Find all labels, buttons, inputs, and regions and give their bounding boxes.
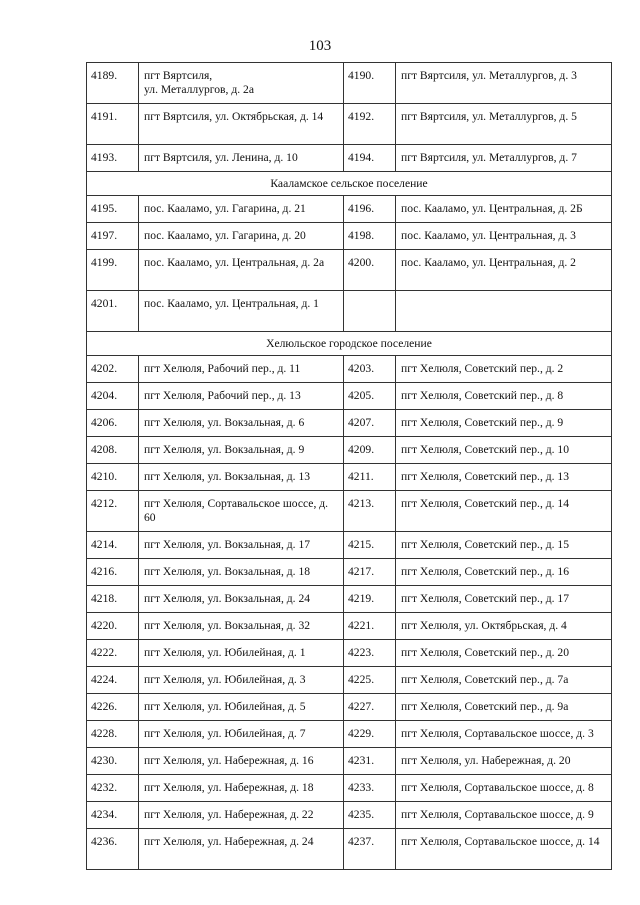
record-number: 4216.: [87, 559, 139, 586]
table-row: [87, 532, 612, 559]
record-number: 4203.: [344, 356, 396, 383]
address-cell: пгт Хелюля, Советский пер., д. 10: [396, 437, 612, 464]
record-number: 4210.: [87, 464, 139, 491]
table-row: [87, 775, 612, 802]
address-cell: пгт Хелюля, Советский пер., д. 17: [396, 586, 612, 613]
record-number: 4199.: [87, 250, 139, 291]
address-cell: пгт Хелюля, ул. Набережная, д. 20: [396, 748, 612, 775]
table-row: [87, 464, 612, 491]
record-number: 4234.: [87, 802, 139, 829]
address-cell: пгт Хелюля, Советский пер., д. 9а: [396, 694, 612, 721]
record-number: 4213.: [344, 491, 396, 532]
address-cell: пгт Хелюля, Советский пер., д. 9: [396, 410, 612, 437]
address-cell: пгт Хелюля, ул. Набережная, д. 22: [139, 802, 344, 829]
address-cell: пгт Хелюля, Сортавальское шоссе, д. 14: [396, 829, 612, 870]
address-cell: пгт Хелюля, Советский пер., д. 7а: [396, 667, 612, 694]
address-cell: пгт Хелюля, Советский пер., д. 15: [396, 532, 612, 559]
table-row: [87, 613, 612, 640]
record-number: 4207.: [344, 410, 396, 437]
section-header-row: [87, 332, 612, 356]
table-row: [87, 63, 612, 104]
table-row: [87, 250, 612, 291]
address-cell: пгт Хелюля, ул. Юбилейная, д. 5: [139, 694, 344, 721]
record-number: 4189.: [87, 63, 139, 104]
record-number: 4212.: [87, 491, 139, 532]
record-number: 4236.: [87, 829, 139, 870]
address-cell: пгт Хелюля, ул. Набережная, д. 18: [139, 775, 344, 802]
record-number: 4226.: [87, 694, 139, 721]
record-number: 4211.: [344, 464, 396, 491]
record-number: 4232.: [87, 775, 139, 802]
record-number: 4223.: [344, 640, 396, 667]
record-number: 4235.: [344, 802, 396, 829]
table-row: [87, 437, 612, 464]
address-cell: пгт Хелюля, Рабочий пер., д. 13: [139, 383, 344, 410]
address-cell: пгт Хелюля, ул. Октябрьская, д. 4: [396, 613, 612, 640]
record-number: 4237.: [344, 829, 396, 870]
address-table-body: [87, 63, 612, 870]
record-number: 4205.: [344, 383, 396, 410]
address-cell: пгт Хелюля, ул. Юбилейная, д. 3: [139, 667, 344, 694]
address-cell: пгт Хелюля, Сортавальское шоссе, д. 8: [396, 775, 612, 802]
record-number: 4228.: [87, 721, 139, 748]
address-cell: пгт Вяртсиля, ул. Металлургов, д. 5: [396, 104, 612, 145]
address-cell: пос. Кааламо, ул. Центральная, д. 2Б: [396, 196, 612, 223]
record-number: 4219.: [344, 586, 396, 613]
address-cell: пос. Кааламо, ул. Гагарина, д. 20: [139, 223, 344, 250]
address-cell: пгт Хелюля, ул. Юбилейная, д. 1: [139, 640, 344, 667]
table-row: [87, 291, 612, 332]
table-row: [87, 748, 612, 775]
record-number: 4197.: [87, 223, 139, 250]
address-cell: пгт Вяртсиля, ул. Ленина, д. 10: [139, 145, 344, 172]
address-cell: пгт Хелюля, Советский пер., д. 14: [396, 491, 612, 532]
record-number: 4224.: [87, 667, 139, 694]
record-number: 4225.: [344, 667, 396, 694]
table-row: [87, 829, 612, 870]
record-number: 4202.: [87, 356, 139, 383]
table-row: [87, 223, 612, 250]
address-cell: пгт Хелюля, Сортавальское шоссе, д. 60: [139, 491, 344, 532]
address-cell: пгт Хелюля, ул. Набережная, д. 16: [139, 748, 344, 775]
record-number: 4204.: [87, 383, 139, 410]
address-cell: пгт Хелюля, ул. Набережная, д. 24: [139, 829, 344, 870]
record-number: 4191.: [87, 104, 139, 145]
table-row: [87, 356, 612, 383]
section-title: Кааламское сельское поселение: [87, 172, 612, 196]
table-row: [87, 559, 612, 586]
address-cell: пгт Хелюля, ул. Вокзальная, д. 32: [139, 613, 344, 640]
address-cell: пгт Вяртсиля, ул. Металлургов, д. 7: [396, 145, 612, 172]
record-number: 4198.: [344, 223, 396, 250]
address-cell: пос. Кааламо, ул. Центральная, д. 2а: [139, 250, 344, 291]
record-number: 4190.: [344, 63, 396, 104]
record-number: 4206.: [87, 410, 139, 437]
table-row: [87, 667, 612, 694]
address-cell: пос. Кааламо, ул. Центральная, д. 3: [396, 223, 612, 250]
section-header-row: [87, 172, 612, 196]
record-number: 4194.: [344, 145, 396, 172]
address-cell: пгт Хелюля, Советский пер., д. 2: [396, 356, 612, 383]
address-cell: пгт Хелюля, ул. Вокзальная, д. 9: [139, 437, 344, 464]
address-cell: пос. Кааламо, ул. Центральная, д. 1: [139, 291, 344, 332]
table-row: [87, 721, 612, 748]
address-cell: пгт Хелюля, Рабочий пер., д. 11: [139, 356, 344, 383]
address-table: [86, 62, 612, 870]
address-cell: пгт Хелюля, Советский пер., д. 16: [396, 559, 612, 586]
address-cell: пгт Хелюля, ул. Вокзальная, д. 18: [139, 559, 344, 586]
table-row: [87, 491, 612, 532]
address-cell: пгт Хелюля, ул. Вокзальная, д. 13: [139, 464, 344, 491]
record-number: 4233.: [344, 775, 396, 802]
address-cell: пгт Хелюля, ул. Вокзальная, д. 24: [139, 586, 344, 613]
record-number: 4208.: [87, 437, 139, 464]
page-number: 103: [308, 38, 332, 54]
record-number: 4214.: [87, 532, 139, 559]
record-number: 4196.: [344, 196, 396, 223]
record-number: 4218.: [87, 586, 139, 613]
table-row: [87, 196, 612, 223]
table-row: [87, 383, 612, 410]
address-cell: пгт Вяртсиля, ул. Металлургов, д. 3: [396, 63, 612, 104]
table-row: [87, 104, 612, 145]
table-row: [87, 145, 612, 172]
address-cell: пгт Вяртсиля, ул. Металлургов, д. 2а: [139, 63, 344, 104]
record-number: 4227.: [344, 694, 396, 721]
address-cell: [396, 291, 612, 332]
record-number: [344, 291, 396, 332]
record-number: 4217.: [344, 559, 396, 586]
address-cell: пгт Хелюля, Сортавальское шоссе, д. 3: [396, 721, 612, 748]
address-cell: пгт Хелюля, ул. Вокзальная, д. 6: [139, 410, 344, 437]
record-number: 4220.: [87, 613, 139, 640]
record-number: 4193.: [87, 145, 139, 172]
address-cell: пгт Хелюля, Сортавальское шоссе, д. 9: [396, 802, 612, 829]
table-row: [87, 802, 612, 829]
record-number: 4222.: [87, 640, 139, 667]
record-number: 4229.: [344, 721, 396, 748]
table-row: [87, 640, 612, 667]
address-cell: пгт Хелюля, ул. Юбилейная, д. 7: [139, 721, 344, 748]
table-row: [87, 410, 612, 437]
record-number: 4230.: [87, 748, 139, 775]
record-number: 4209.: [344, 437, 396, 464]
address-cell: пос. Кааламо, ул. Центральная, д. 2: [396, 250, 612, 291]
address-cell: пгт Вяртсиля, ул. Октябрьская, д. 14: [139, 104, 344, 145]
record-number: 4215.: [344, 532, 396, 559]
address-cell: пгт Хелюля, Советский пер., д. 8: [396, 383, 612, 410]
record-number: 4221.: [344, 613, 396, 640]
table-row: [87, 586, 612, 613]
address-cell: пгт Хелюля, Советский пер., д. 13: [396, 464, 612, 491]
record-number: 4200.: [344, 250, 396, 291]
record-number: 4192.: [344, 104, 396, 145]
record-number: 4195.: [87, 196, 139, 223]
record-number: 4231.: [344, 748, 396, 775]
address-cell: пос. Кааламо, ул. Гагарина, д. 21: [139, 196, 344, 223]
section-title: Хелюльское городское поселение: [87, 332, 612, 356]
record-number: 4201.: [87, 291, 139, 332]
address-cell: пгт Хелюля, ул. Вокзальная, д. 17: [139, 532, 344, 559]
address-cell: пгт Хелюля, Советский пер., д. 20: [396, 640, 612, 667]
table-row: [87, 694, 612, 721]
